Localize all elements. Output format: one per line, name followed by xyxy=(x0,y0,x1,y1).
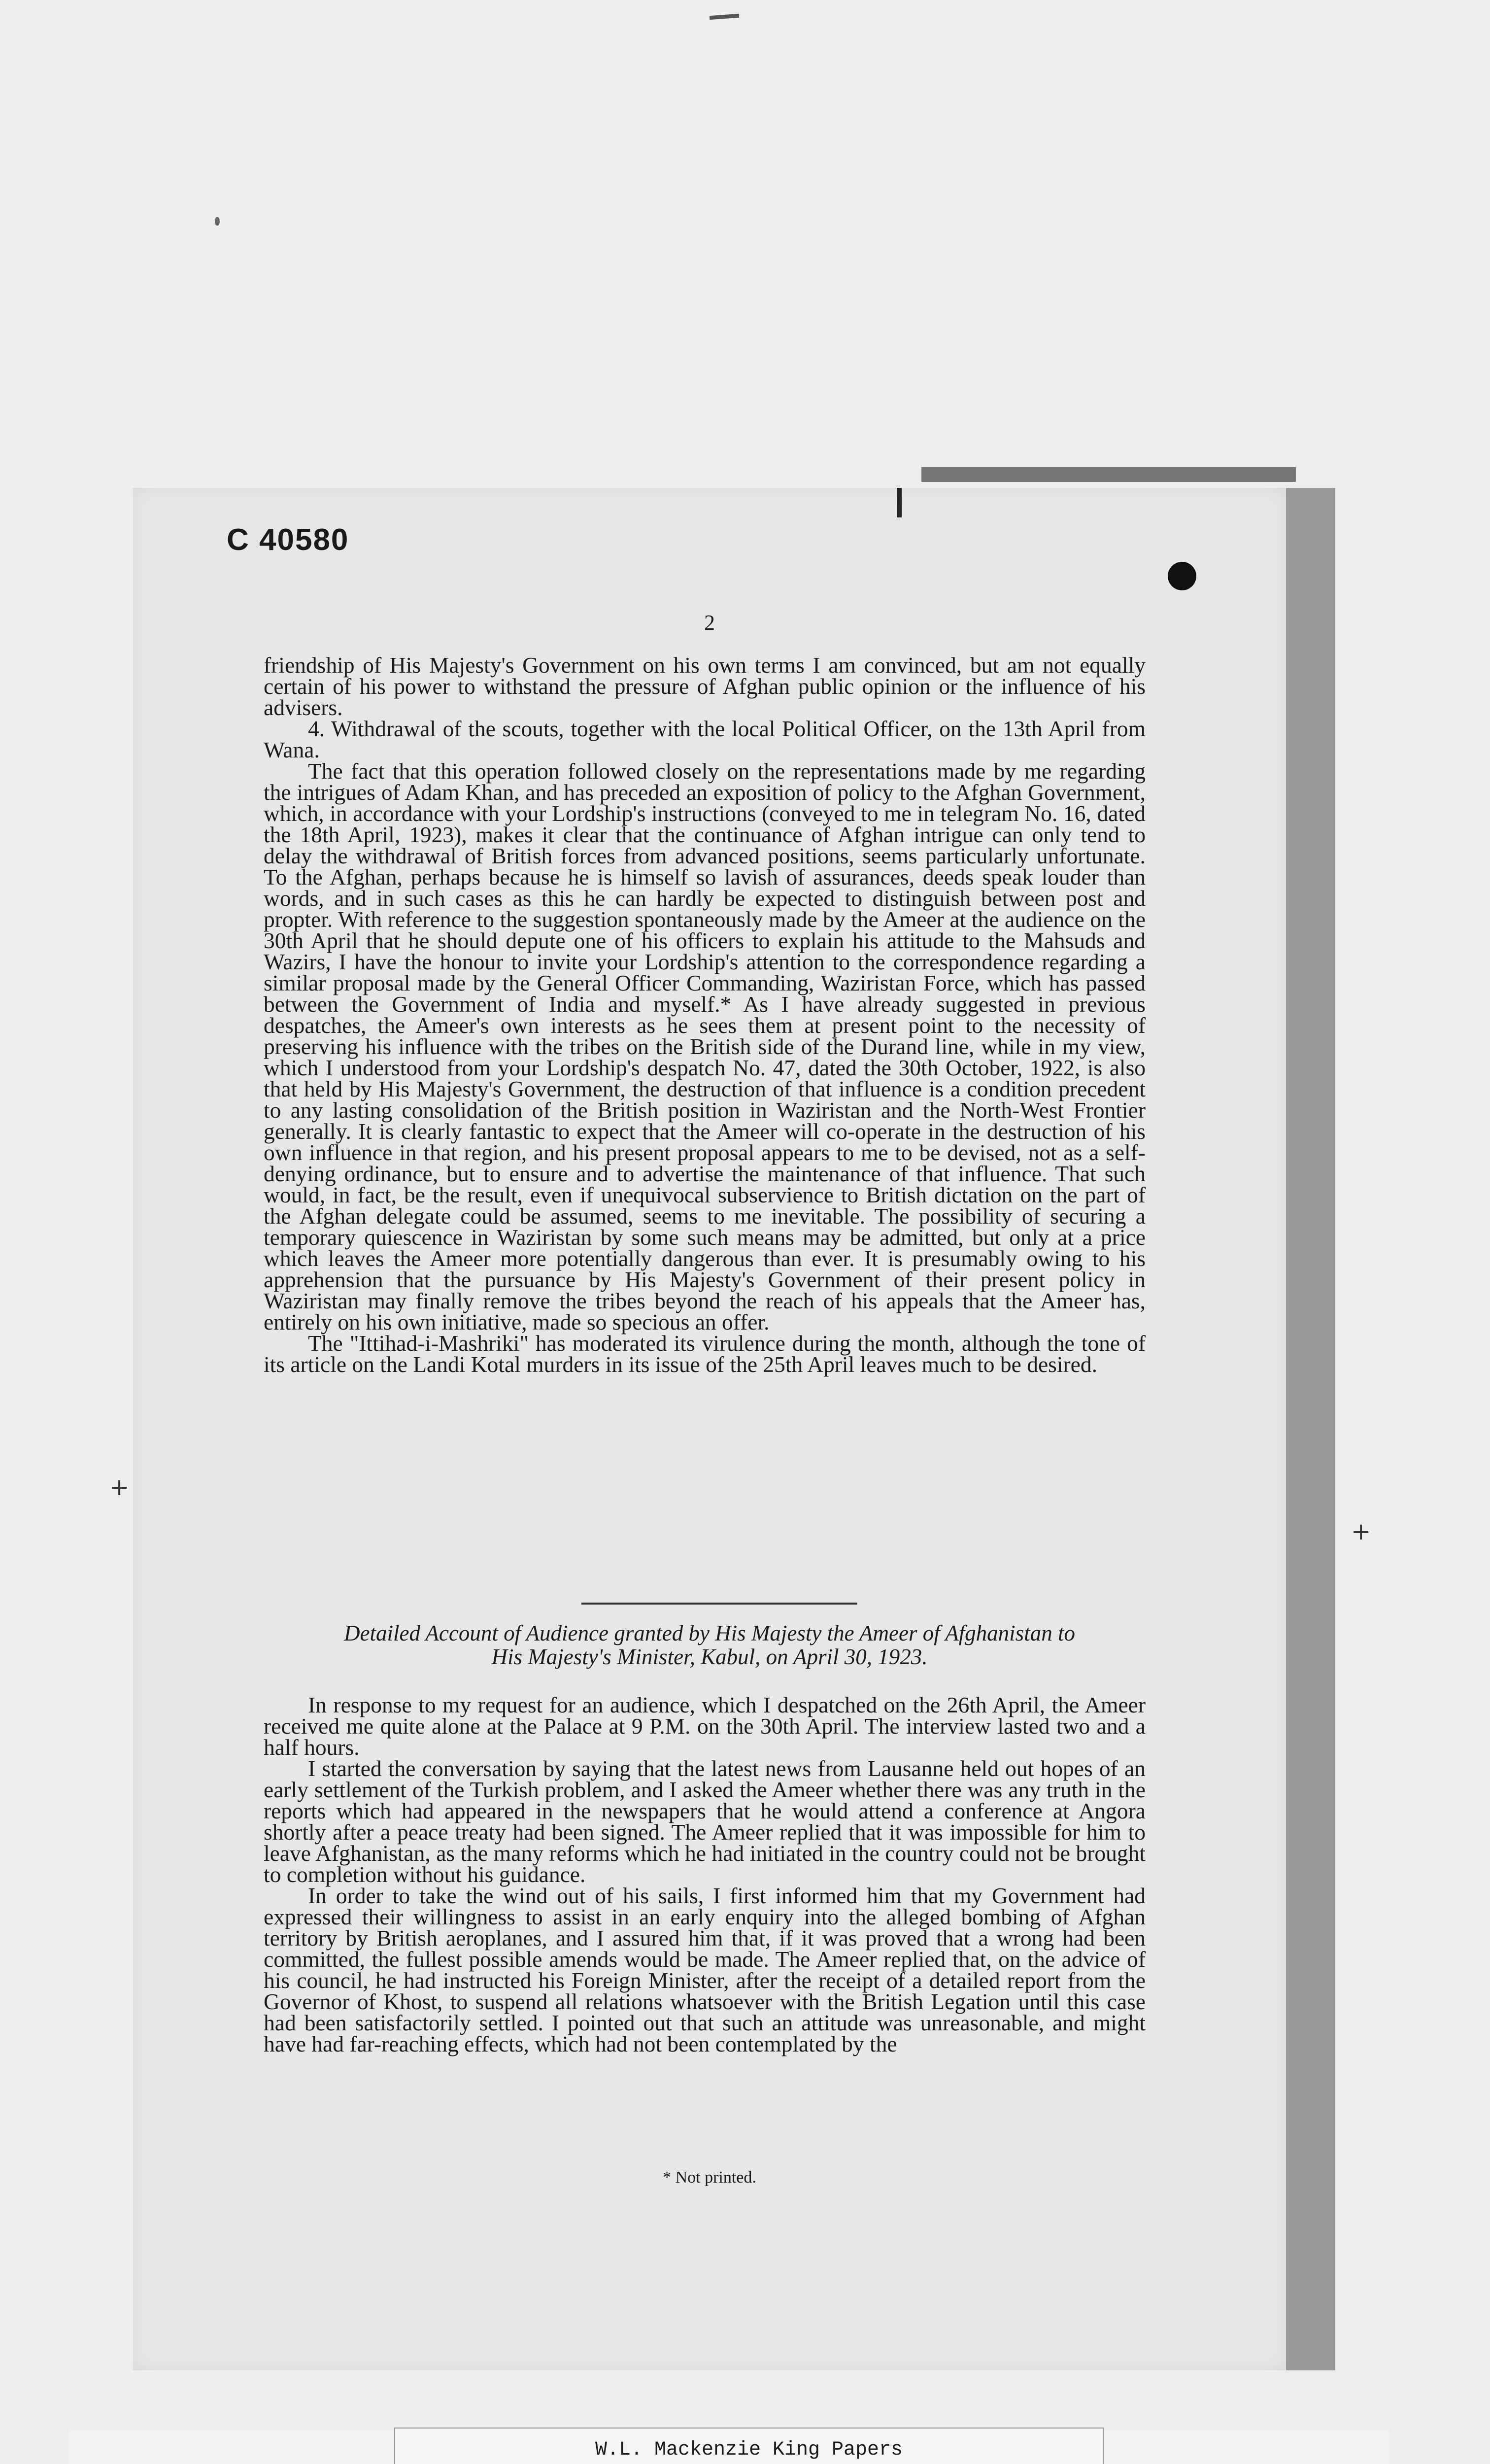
section-heading-line: Detailed Account of Audience granted by His Majesty the Ameer of Afghanistan to xyxy=(344,1621,1075,1645)
paragraph: In order to take the wind out of his sails, I first informed him that my Government had expressed their willingness to assist in an early enquiry into the alleged bombing of Afghan territory by British aeroplanes, and I assured him that, if it was proved that a wrong had been committed, the fullest possible amends would be made. The Ameer replied that, on the advice of his council, he had instructed his Foreign Minister, after the receipt of a detailed report from the Governor of Khost, to suspend all relations whatsoever with the British Legation until this case had been satisfactorily settled. I pointed out that such an attitude was unreasonable, and might have had far-reaching effects, which had not been contemplated by the xyxy=(264,1883,1146,2056)
collection-label-line: W.L. Mackenzie King Papers xyxy=(595,2439,903,2461)
punch-hole xyxy=(1168,562,1196,590)
body-text-top xyxy=(264,654,1146,1375)
document-page xyxy=(133,488,1286,2370)
page-number: 2 xyxy=(704,611,715,635)
scan-speck xyxy=(215,217,220,226)
paragraph: The "Ittihad-i-Mashriki" has moderated its virulence during the month, although the tone of its article on the Landi Kotal murders in its issue of the 25th April leaves much to be desired. xyxy=(264,1331,1146,1377)
collection-label xyxy=(394,2428,1104,2464)
paragraph: The fact that this operation followed closely on the representations made by me regarding the intrigues of Adam Khan, and has preceded an exposition of policy to the Afghan Government, which, in accordance with your Lordship's instructions (conveyed to me in telegram No. 16, dated the 18th April, 1923), makes it clear that the continuance of Afghan intrigue can only tend to delay the withdrawal of British forces from advanced positions, seems particularly unfortunate. To the Afghan, perhaps because he is himself so lavish of assurances, deeds speak louder than words, and in such cases as this he can hardly be expected to distinguish between post and propter. With reference to the suggestion spontaneously made by the Ameer at the audience on the 30th April that he should depute one of his officers to explain his attitude to the Mahsuds and Wazirs, I have the honour to invite your Lordship's attention to the correspondence regarding a similar proposal made by the General Officer Commanding, Waziristan Force, which has passed between the Government of India and myself.* As I have already suggested in previous despatches, the Ameer's own interests as he sees them at present point to the necessity of preserving his influence with the tribes on the British side of the Durand line, while in my view, which I understood from your Lordship's despatch No. 47, dated the 30th October, 1922, is also that held by His Majesty's Government, the destruction of that influence is a condition precedent to any lasting consolidation of the British position in Waziristan and the North-West Frontier generally. It is clearly fantastic to expect that the Ameer will co-operate in the destruction of his own influence in that region, and his present proposal appears to me to be devised, not as a self-denying ordinance, but to ensure and to advertise the maintenance of that influence. That such would, in fact, be the result, even if unequivocal subservience to British dictation on the part of the Afghan delegate could be assumed, seems to me inevitable. The possibility of securing a temporary quiescence in Waziristan by some such means may be admitted, but only at a price which leaves the Ameer more potentially dangerous than ever. It is presumably owing to his apprehension that the pursuance by His Majesty's Government of their present policy in Waziristan may finally remove the tribes beyond the reach of his appeals that the Ameer has, entirely on his own initiative, made so specious an offer. xyxy=(264,758,1146,1335)
reference-number: C 40580 xyxy=(227,523,349,557)
section-heading-line: His Majesty's Minister, Kabul, on April 30, 1923. xyxy=(491,1644,928,1669)
scan-mark xyxy=(710,14,739,20)
page-tick-mark xyxy=(897,488,902,517)
section-divider xyxy=(581,1603,857,1605)
section-heading xyxy=(241,1621,1178,1669)
paragraph: I started the conversation by saying that the latest news from Lausanne held out hopes of an early settlement of the Turkish problem, and I asked the Ameer whether there was any truth in the reports which had appeared in the newspapers that he would attend a conference at Angora shortly after a peace treaty had been signed. The Ameer replied that it was impossible for him to leave Afghanistan, as the many reforms which he had initiated in the country could not be brought to completion without his guidance. xyxy=(264,1756,1146,1887)
registration-mark-left: + xyxy=(109,1473,130,1501)
registration-mark-right: + xyxy=(1351,1518,1371,1545)
paragraph: In response to my request for an audience, which I despatched on the 26th April, the Ameer received me quite alone at the Palace at 9 P.M. on the 30th April. The interview lasted two and a half hours. xyxy=(264,1692,1146,1760)
paragraph: friendship of His Majesty's Government on his own terms I am convinced, but am not equally certain of his power to withstand the pressure of Afghan public opinion or the influence of his advisers. xyxy=(264,652,1146,720)
footnote: * Not printed. xyxy=(663,2168,756,2187)
paragraph: 4. Withdrawal of the scouts, together with the local Political Officer, on the 13th April from Wana. xyxy=(264,716,1146,762)
page-edge xyxy=(921,467,1296,482)
body-text-bottom xyxy=(264,1694,1146,2054)
